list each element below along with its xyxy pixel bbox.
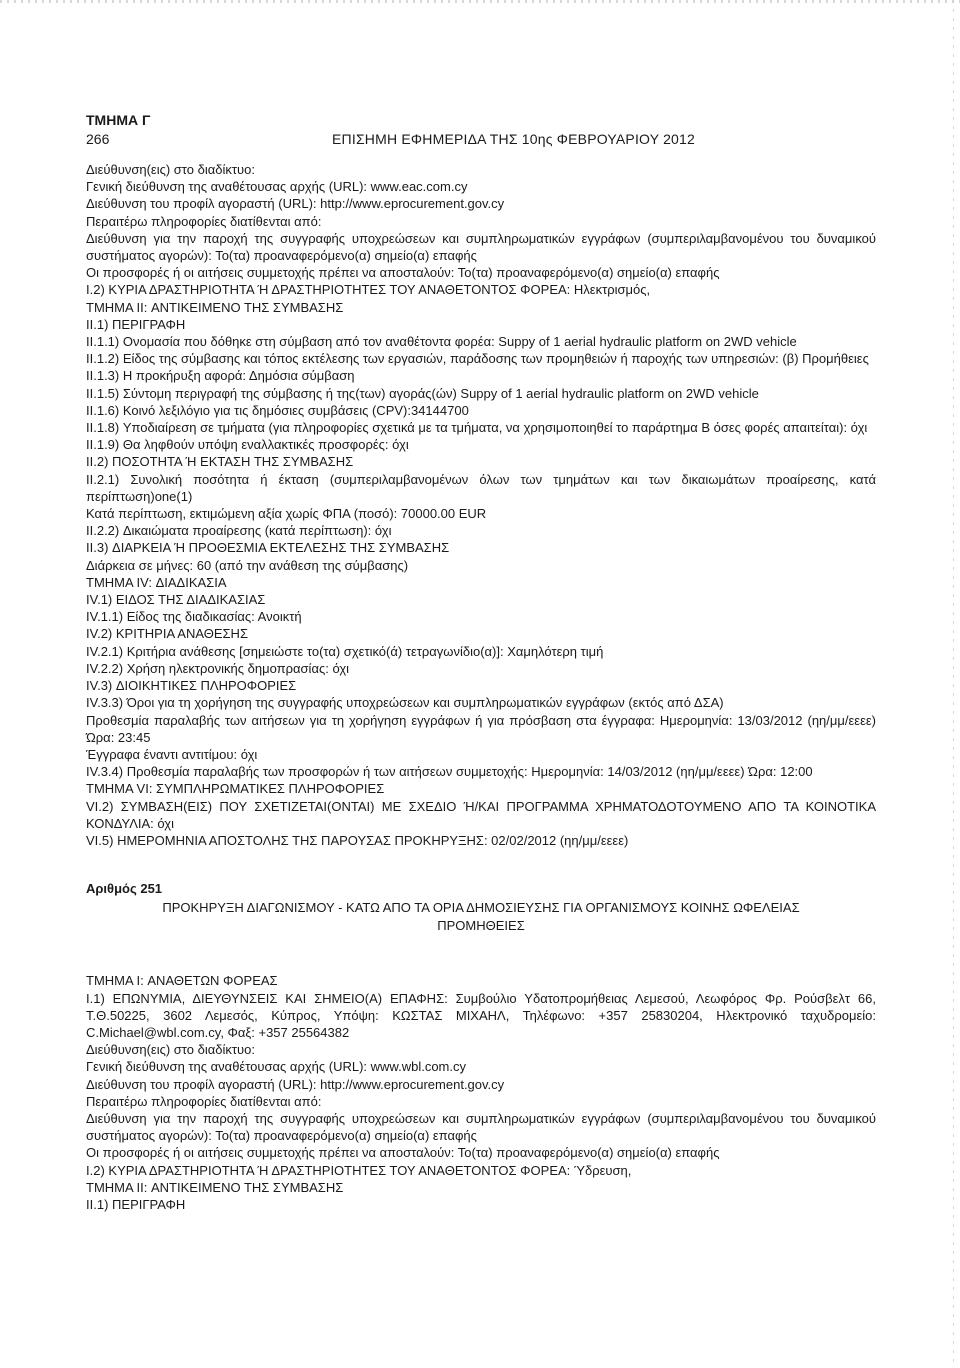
text-line: Περαιτέρω πληροφορίες διατίθενται από: xyxy=(86,213,322,229)
text-line: Διεύθυνση(εις) στο διαδίκτυο: xyxy=(86,1042,255,1058)
text-line: II.1.8) Υποδιαίρεση σε τμήματα (για πληροφορίες σχετικά με τα τμήματα, να χρησιμοποιηθεί το παράρτημα Β όσες φορές απαιτείται): όχι xyxy=(86,420,868,436)
text-line: IV.2) ΚΡΙΤΗΡΙΑ ΑΝΑΘΕΣΗΣ xyxy=(86,626,248,642)
text-line: IV.1.1) Είδος της διαδικασίας: Ανοικτή xyxy=(86,609,302,625)
text-line: Οι προσφορές ή οι αιτήσεις συμμετοχής πρέπει να αποσταλούν: Το(τα) προαναφερόμενο(α) σημείο(α) επαφής xyxy=(86,265,720,281)
text-line: II.2.2) Δικαιώματα προαίρεσης (κατά περίπτωση): όχι xyxy=(86,523,392,539)
notice-title-line-1: ΠΡΟΚΗΡΥΞΗ ΔΙΑΓΩΝΙΣΜΟΥ - ΚΑΤΩ ΑΠΟ ΤΑ ΟΡΙΑ ΔΗΜΟΣΙΕΥΣΗΣ ΓΙΑ ΟΡΓΑΝΙΣΜΟΥΣ ΚΟΙΝΗΣ ΩΦΕΛΕΙΑΣ xyxy=(162,900,800,916)
text-line: ΤΜΗΜΑ VI: ΣΥΜΠΛΗΡΩΜΑΤΙΚΕΣ ΠΛΗΡΟΦΟΡΙΕΣ xyxy=(86,781,385,797)
text-line: II.1.5) Σύντομη περιγραφή της σύμβασης ή της(των) αγοράς(ών) Suppy of 1 aerial hydraulic platform on 2WD vehicle xyxy=(86,385,759,401)
text-line: IV.3.3) Όροι για τη χορήγηση της συγγραφής υποχρεώσεων και συμπληρωματικών εγγράφων (εκτός από ΔΣΑ) xyxy=(86,695,724,711)
text-line: II.2.1) Συνολική ποσότητα ή έκταση (συμπεριλαμβανομένων όλων των τμημάτων και των δικαιωμάτων προαίρεσης, κατά περίπτωση)one(1) xyxy=(86,471,876,504)
text-line: II.1.6) Κοινό λεξιλόγιο για τις δημόσιες συμβάσεις (CPV):34144700 xyxy=(86,402,469,418)
text-line: II.1) ΠΕΡΙΓΡΑΦΗ xyxy=(86,1196,186,1212)
scan-edge-right xyxy=(953,0,954,1368)
text-line: ΤΜΗΜΑ II: ΑΝΤΙΚΕΙΜΕΝΟ ΤΗΣ ΣΥΜΒΑΣΗΣ xyxy=(86,299,344,315)
text-line: Κατά περίπτωση, εκτιμώμενη αξία χωρίς ΦΠΑ (ποσό): 70000.00 EUR xyxy=(86,506,487,522)
running-header xyxy=(86,129,876,149)
notice-251-body xyxy=(86,972,876,1213)
text-line: Διεύθυνση του προφίλ αγοραστή (URL): http://www.eprocurement.gov.cy xyxy=(86,1076,505,1092)
text-line: II.1.9) Θα ληφθούν υπόψη εναλλακτικές προσφορές: όχι xyxy=(86,437,409,453)
text-line: Διεύθυνση του προφίλ αγοραστή (URL): http://www.eprocurement.gov.cy xyxy=(86,196,505,212)
page-number: 266 xyxy=(86,131,110,147)
text-line: IV.2.2) Χρήση ηλεκτρονικής δημοπρασίας: όχι xyxy=(86,660,350,676)
text-line: I.1) ΕΠΩΝΥΜΙΑ, ΔΙΕΥΘΥΝΣΕΙΣ ΚΑΙ ΣΗΜΕΙΟ(Α) ΕΠΑΦΗΣ: Συμβούλιο Υδατοπρομήθειας Λεμεσού, Λεωφόρος Φρ. Ρούσβελτ 66, Τ.Θ.50225, 3602 Λεμεσός, Κύπρος, Υπόψη: ΚΩΣΤΑΣ ΜΙΧΑΗΛ, Τηλέφωνο: +357 25830204, Ηλεκτρονικό ταχυδρομείο: C.Michael@wbl.com.cy, Φαξ: +357 25564382 xyxy=(86,990,876,1040)
text-line: Προθεσμία παραλαβής των αιτήσεων για τη χορήγηση εγγράφων ή για πρόσβαση στα έγγραφα: Ημερομηνία: 13/03/2012 (ηη/μμ/εεεε) Ώρα: 23:45 xyxy=(86,712,876,745)
text-line: Έγγραφα έναντι αντιτίμου: όχι xyxy=(86,746,258,762)
text-line: IV.3) ΔΙΟΙΚΗΤΙΚΕΣ ΠΛΗΡΟΦΟΡΙΕΣ xyxy=(86,678,297,694)
text-line: ΤΜΗΜΑ II: ΑΝΤΙΚΕΙΜΕΝΟ ΤΗΣ ΣΥΜΒΑΣΗΣ xyxy=(86,1179,344,1195)
text-line: II.1.3) Η προκήρυξη αφορά: Δημόσια σύμβαση xyxy=(86,368,355,384)
text-line: Γενική διεύθυνση της αναθέτουσας αρχής (URL): www.eac.com.cy xyxy=(86,179,468,195)
journal-title: ΕΠΙΣΗΜΗ ΕΦΗΜΕΡΙΔΑ ΤΗΣ 10ης ΦΕΒΡΟΥΑΡΙΟΥ 2012 xyxy=(332,131,696,147)
text-line: II.3) ΔΙΑΡΚΕΙΑ Ή ΠΡΟΘΕΣΜΙΑ ΕΚΤΕΛΕΣΗΣ ΤΗΣ ΣΥΜΒΑΣΗΣ xyxy=(86,540,450,556)
text-line: II.1.1) Ονομασία που δόθηκε στη σύμβαση από τον αναθέτοντα φορέα: Suppy of 1 aerial hydraulic platform on 2WD vehicle xyxy=(86,334,797,350)
text-line: II.1.2) Είδος της σύμβασης και τόπος εκτέλεσης των εργασιών, παράδοσης των προμηθειών ή παροχής των υπηρεσιών: (β) Προμήθειες xyxy=(86,351,869,367)
text-line: II.2) ΠΟΣΟΤΗΤΑ Ή ΕΚΤΑΣΗ ΤΗΣ ΣΥΜΒΑΣΗΣ xyxy=(86,454,354,470)
text-line: Διεύθυνση(εις) στο διαδίκτυο: xyxy=(86,162,255,177)
notice-250-body xyxy=(86,161,876,849)
text-line: ΤΜΗΜΑ I: ΑΝΑΘΕΤΩΝ ΦΟΡΕΑΣ xyxy=(86,973,278,989)
notice-number: Αριθμός 251 xyxy=(86,881,163,897)
text-line: Διεύθυνση για την παροχή της συγγραφής υποχρεώσεων και συμπληρωματικών εγγράφων (συμπεριλαμβανομένου του δυναμικού συστήματος αγορών): Το(τα) προαναφερόμενο(α) σημείο(α) επαφής xyxy=(86,1110,876,1144)
scan-edge-top xyxy=(0,0,960,3)
text-line: Οι προσφορές ή οι αιτήσεις συμμετοχής πρέπει να αποσταλούν: Το(τα) προαναφερόμενο(α) σημείο(α) επαφής xyxy=(86,1145,720,1161)
text-line: I.2) ΚΥΡΙΑ ΔΡΑΣΤΗΡΙΟΤΗΤΑ Ή ΔΡΑΣΤΗΡΙΟΤΗΤΕΣ ΤΟΥ ΑΝΑΘΕΤΟΝΤΟΣ ΦΟΡΕΑ: Ύδρευση, xyxy=(86,1162,632,1178)
text-line: ΤΜΗΜΑ IV: ΔΙΑΔΙΚΑΣΙΑ xyxy=(86,574,227,590)
text-line: VI.5) ΗΜΕΡΟΜΗΝΙΑ ΑΠΟΣΤΟΛΗΣ ΤΗΣ ΠΑΡΟΥΣΑΣ ΠΡΟΚΗΡΥΞΗΣ: 02/02/2012 (ηη/μμ/εεεε) xyxy=(86,832,629,848)
text-line: Γενική διεύθυνση της αναθέτουσας αρχής (URL): www.wbl.com.cy xyxy=(86,1059,467,1075)
page-content xyxy=(86,112,876,1213)
text-line: IV.1) ΕΙΔΟΣ ΤΗΣ ΔΙΑΔΙΚΑΣΙΑΣ xyxy=(86,592,266,608)
notice-title-line-2: ΠΡΟΜΗΘΕΙΕΣ xyxy=(437,917,525,933)
section-label: ΤΜΗΜΑ Γ xyxy=(86,112,151,128)
text-line: Διεύθυνση για την παροχή της συγγραφής υποχρεώσεων και συμπληρωματικών εγγράφων (συμπεριλαμβανομένου του δυναμικού συστήματος αγορών): Το(τα) προαναφερόμενο(α) σημείο(α) επαφής xyxy=(86,230,876,264)
text-line: IV.2.1) Κριτήρια ανάθεσης [σημειώστε το(τα) σχετικό(ά) τετραγωνίδιο(α)]: Χαμηλότερη τιμή xyxy=(86,643,604,659)
text-line: I.2) ΚΥΡΙΑ ΔΡΑΣΤΗΡΙΟΤΗΤΑ Ή ΔΡΑΣΤΗΡΙΟΤΗΤΕΣ ΤΟΥ ΑΝΑΘΕΤΟΝΤΟΣ ΦΟΡΕΑ: Ηλεκτρισμός, xyxy=(86,282,651,298)
text-line: Περαιτέρω πληροφορίες διατίθενται από: xyxy=(86,1093,322,1109)
text-line: IV.3.4) Προθεσμία παραλαβής των προσφορών ή των αιτήσεων συμμετοχής: Ημερομηνία: 14/03/2012 (ηη/μμ/εεεε) Ώρα: 12:00 xyxy=(86,764,813,780)
text-line: Διάρκεια σε μήνες: 60 (από την ανάθεση της σύμβασης) xyxy=(86,557,409,573)
text-line: II.1) ΠΕΡΙΓΡΑΦΗ xyxy=(86,316,186,332)
notice-title xyxy=(86,899,876,934)
text-line: VI.2) ΣΥΜΒΑΣΗ(ΕΙΣ) ΠΟΥ ΣΧΕΤΙΖΕΤΑΙ(ΟΝΤΑΙ) ΜΕ ΣΧΕΔΙΟ Ή/ΚΑΙ ΠΡΟΓΡΑΜΜΑ ΧΡΗΜΑΤΟΔΟΤΟΥΜΕΝΟ ΑΠΟ ΤΑ ΚΟΙΝΟΤΙΚΑ ΚΟΝΔΥΛΙΑ: όχι xyxy=(86,798,876,831)
